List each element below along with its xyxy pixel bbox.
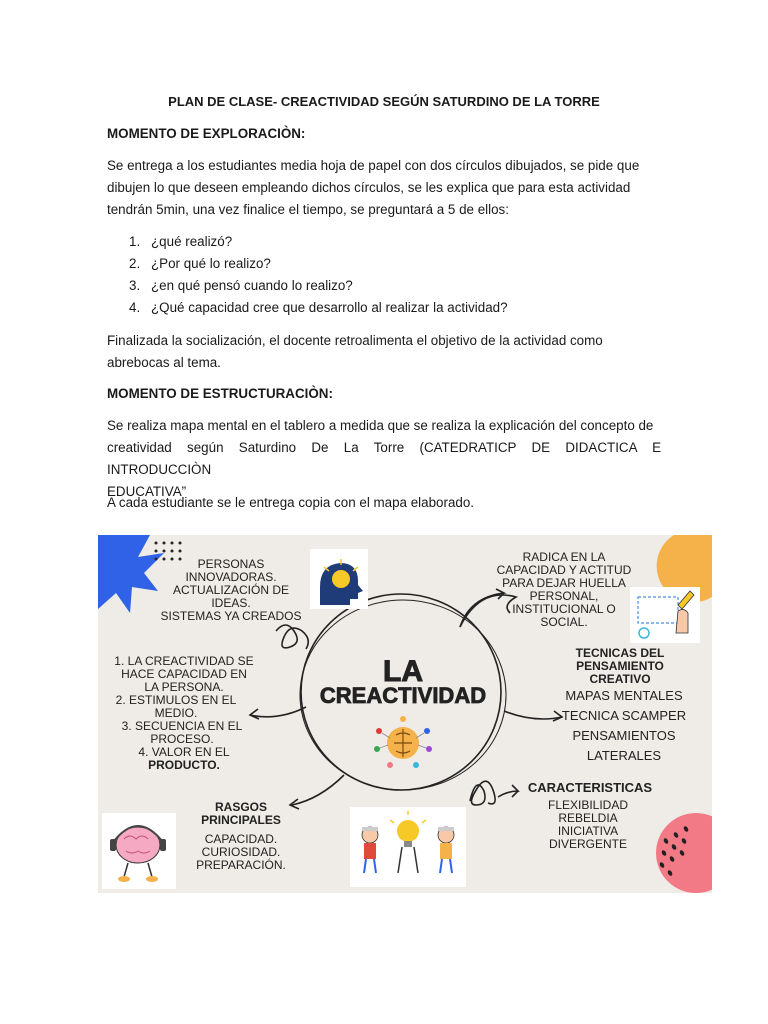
section-heading-estructuracion: MOMENTO DE ESTRUCTURACIÒN: [107,386,333,401]
svg-text:PRODUCTO.: PRODUCTO. [148,758,220,772]
svg-text:PENSAMIENTOS: PENSAMIENTOS [572,728,676,743]
svg-text:MAPAS MENTALES: MAPAS MENTALES [565,688,683,703]
svg-text:CARACTERISTICAS: CARACTERISTICAS [527,780,653,795]
brain-headphones-icon [102,813,176,889]
svg-text:2. ESTIMULOS EN EL: 2. ESTIMULOS EN EL [115,693,237,707]
svg-text:3. SECUENCIA EN EL: 3. SECUENCIA EN EL [121,719,243,733]
svg-text:DIVERGENTE: DIVERGENTE [548,837,628,851]
paragraph-line: Finalizada la socialización, el docente retroalimenta el objetivo de la actividad como [107,333,603,348]
list-item: 4. ¿Qué capacidad cree que desarrollo al realizar la actividad? [129,300,508,315]
svg-text:PREPARACIÓN.: PREPARACIÓN. [196,858,286,872]
section-heading-exploracion: MOMENTO DE EXPLORACIÒN: [107,126,306,141]
mind-map-canvas [98,535,712,893]
paragraph-line: tendrán 5min, una vez finalice el tiempo, se preguntará a 5 de ellos: [107,202,509,217]
paragraph-line: creatividad según Saturdino De La Torre (CATEDRATICP DE DIDACTICA E INTRODUCCIÒN [107,440,661,477]
svg-text:PERSONAL,: PERSONAL, [529,589,599,603]
svg-text:SOCIAL.: SOCIAL. [540,615,588,629]
svg-text:PROCESO.: PROCESO. [150,732,214,746]
svg-text:TECNICAS DEL: TECNICAS DEL [575,646,665,660]
mind-map-image [98,535,712,893]
center-title-creactividad: CREACTIVIDAD [319,683,487,708]
svg-text:TECNICA SCAMPER: TECNICA SCAMPER [561,708,687,723]
paragraph-line: Se entrega a los estudiantes media hoja de papel con dos círculos dibujados, se pide que [107,158,640,173]
svg-text:1. LA CREACTIVIDAD SE: 1. LA CREACTIVIDAD SE [114,654,254,668]
copy-paragraph: A cada estudiante se le entrega copia con el mapa elaborado. [107,495,475,510]
svg-text:LA PERSONA.: LA PERSONA. [144,680,224,694]
svg-text:CREATIVO: CREATIVO [589,672,651,686]
svg-text:PARA DEJAR HUELLA: PARA DEJAR HUELLA [502,576,626,590]
svg-text:INSTITUCIONAL O: INSTITUCIONAL O [512,602,616,616]
svg-text:INNOVADORAS.: INNOVADORAS. [185,570,277,584]
svg-text:4. VALOR EN EL: 4. VALOR EN EL [138,745,230,759]
svg-text:PENSAMIENTO: PENSAMIENTO [576,659,664,673]
svg-text:CURIOSIDAD.: CURIOSIDAD. [201,845,281,859]
svg-text:CAPACIDAD Y ACTITUD: CAPACIDAD Y ACTITUD [496,563,632,577]
svg-text:HACE CAPACIDAD EN: HACE CAPACIDAD EN [121,667,247,681]
svg-text:RASGOS: RASGOS [214,800,268,814]
svg-text:IDEAS.: IDEAS. [211,596,251,610]
list-item: 1. ¿qué realizó? [129,234,233,249]
kids-lightbulb-icon [350,807,466,887]
center-title-la: LA [383,655,423,688]
svg-text:PRINCIPALES: PRINCIPALES [201,813,281,827]
svg-text:LATERALES: LATERALES [586,748,662,763]
paragraph-line: abrebocas al tema. [107,355,221,370]
estructuracion-paragraph [107,415,661,503]
lightbulb-head-icon [310,549,368,609]
svg-text:ACTUALIZACIÓN DE: ACTUALIZACIÓN DE [172,583,290,597]
paragraph-line: EDUCATIVA” [107,484,187,499]
svg-text:FLEXIBILIDAD: FLEXIBILIDAD [547,798,629,812]
svg-text:REBELDIA: REBELDIA [558,811,618,825]
paragraph-line: Se realiza mapa mental en el tablero a medida que se realiza la explicación del concepto de [107,418,654,433]
list-item: 3. ¿en qué pensó cuando lo realizo? [129,278,353,293]
drawing-hand-icon [630,587,700,643]
svg-text:MEDIO.: MEDIO. [154,706,198,720]
svg-text:INICIATIVA: INICIATIVA [557,824,619,838]
svg-text:RADICA EN LA: RADICA EN LA [522,550,606,564]
svg-text:PERSONAS: PERSONAS [197,557,265,571]
svg-text:CAPACIDAD.: CAPACIDAD. [204,832,278,846]
exploracion-paragraph [107,155,661,221]
page-title: PLAN DE CLASE- CREACTIVIDAD SEGÚN SATURDINO DE LA TORRE [168,94,600,109]
questions-list [129,231,508,319]
socializacion-paragraph [107,330,661,374]
svg-text:SISTEMAS YA CREADOS: SISTEMAS YA CREADOS [160,609,302,623]
list-item: 2. ¿Por qué lo realizo? [129,256,271,271]
paragraph-line: dibujen lo que deseen empleando dichos círculos, se les explica que para esta actividad [107,180,631,195]
